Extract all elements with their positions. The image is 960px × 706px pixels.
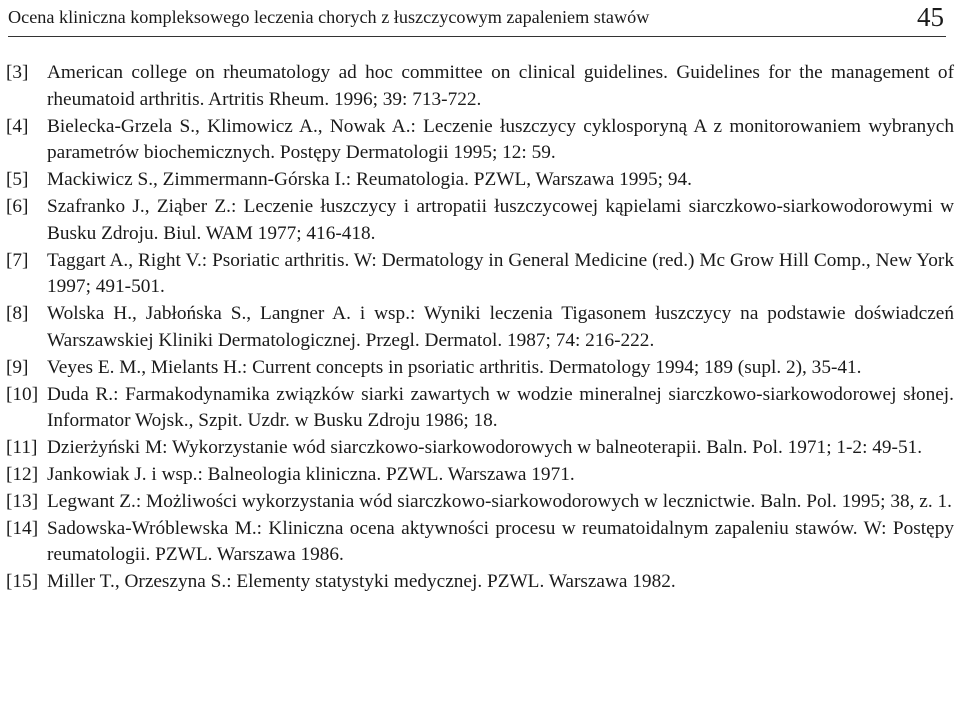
- reference-item: [6, 167, 954, 194]
- reference-item: [6, 462, 954, 489]
- reference-item: [6, 301, 954, 355]
- reference-item: [6, 114, 954, 168]
- reference-number: [12]: [6, 463, 39, 485]
- page-number: 45: [917, 2, 944, 32]
- running-title: Ocena kliniczna kompleksowego leczenia chorych z łuszczycowym zapaleniem stawów: [8, 7, 650, 27]
- reference-item: [6, 516, 954, 570]
- reference-text: Szafranko J., Ziąber Z.: Leczenie łuszczycy i artropatii łuszczycowej kąpielami siarczkowo-siarkowodorowymi w Busku Zdroju. Biul. WAM 1977; 416-418.: [47, 195, 954, 244]
- reference-text: Miller T., Orzeszyna S.: Elementy statystyki medycznej. PZWL. Warszawa 1982.: [47, 571, 676, 593]
- reference-number: [11]: [6, 437, 38, 459]
- reference-item: [6, 382, 954, 436]
- reference-number: [9]: [6, 356, 29, 378]
- reference-text: Dzierżyński M: Wykorzystanie wód siarczkowo-siarkowodorowych w balneoterapii. Baln. Pol. 1971; 1-2: 49-51.: [47, 437, 923, 459]
- reference-number: [3]: [6, 62, 29, 83]
- reference-text: Wolska H., Jabłońska S., Langner A. i wsp.: Wyniki leczenia Tigasonem łuszczycy na podstawie doświadczeń Warszawskiej Kliniki Dermatologicznej. Przegl. Dermatol. 1987; 74: 216-222.: [47, 303, 954, 351]
- reference-text: Bielecka-Grzela S., Klimowicz A., Nowak A.: Leczenie łuszczycy cyklosporyną A z monitorowaniem wybranych parametrów biochemicznych. Postępy Dermatologii 1995; 12: 59.: [47, 115, 954, 164]
- reference-item: [6, 489, 954, 516]
- reference-item: [6, 194, 954, 248]
- reference-number: [13]: [6, 490, 39, 512]
- reference-number: [5]: [6, 169, 29, 191]
- reference-number: [6]: [6, 195, 29, 217]
- reference-item: [6, 355, 954, 382]
- reference-text: Legwant Z.: Możliwości wykorzystania wód siarczkowo-siarkowodorowych w lecznictwie. Baln. Pol. 1995; 38, z. 1.: [47, 490, 952, 512]
- page-header: [8, 0, 946, 37]
- reference-item: [6, 435, 954, 462]
- reference-text: Duda R.: Farmakodynamika związków siarki zawartych w wodzie mineralnej siarczkowo-siarkowodorowej słonej. Informator Wojsk., Szpit. Uzdr. w Busku Zdroju 1986; 18.: [47, 383, 954, 432]
- reference-list: [6, 60, 954, 596]
- reference-text: Jankowiak J. i wsp.: Balneologia kliniczna. PZWL. Warszawa 1971.: [47, 463, 575, 485]
- reference-item: [6, 248, 954, 302]
- reference-text: Taggart A., Right V.: Psoriatic arthritis. W: Dermatology in General Medicine (red.) Mc Grow Hill Comp., New York 1997; 491-501.: [47, 249, 954, 298]
- reference-number: [8]: [6, 303, 29, 325]
- reference-number: [4]: [6, 115, 29, 137]
- reference-text: Veyes E. M., Mielants H.: Current concepts in psoriatic arthritis. Dermatology 1994; 189 (supl. 2), 35-41.: [47, 356, 862, 378]
- reference-item: [6, 569, 954, 596]
- reference-text: American college on rheumatology ad hoc committee on clinical guidelines. Guidelines for the management of rheumatoid arthritis. Artritis Rheum. 1996; 39: 713-722.: [47, 62, 954, 110]
- reference-number: [14]: [6, 517, 39, 539]
- reference-number: [7]: [6, 249, 29, 271]
- reference-text: Mackiwicz S., Zimmermann-Górska I.: Reumatologia. PZWL, Warszawa 1995; 94.: [47, 169, 692, 191]
- reference-item: [6, 60, 954, 114]
- reference-text: Sadowska-Wróblewska M.: Kliniczna ocena aktywności procesu w reumatoidalnym zapaleniu stawów. W: Postępy reumatologii. PZWL. Warszawa 1986.: [47, 517, 954, 566]
- reference-number: [10]: [6, 383, 39, 405]
- reference-number: [15]: [6, 571, 39, 593]
